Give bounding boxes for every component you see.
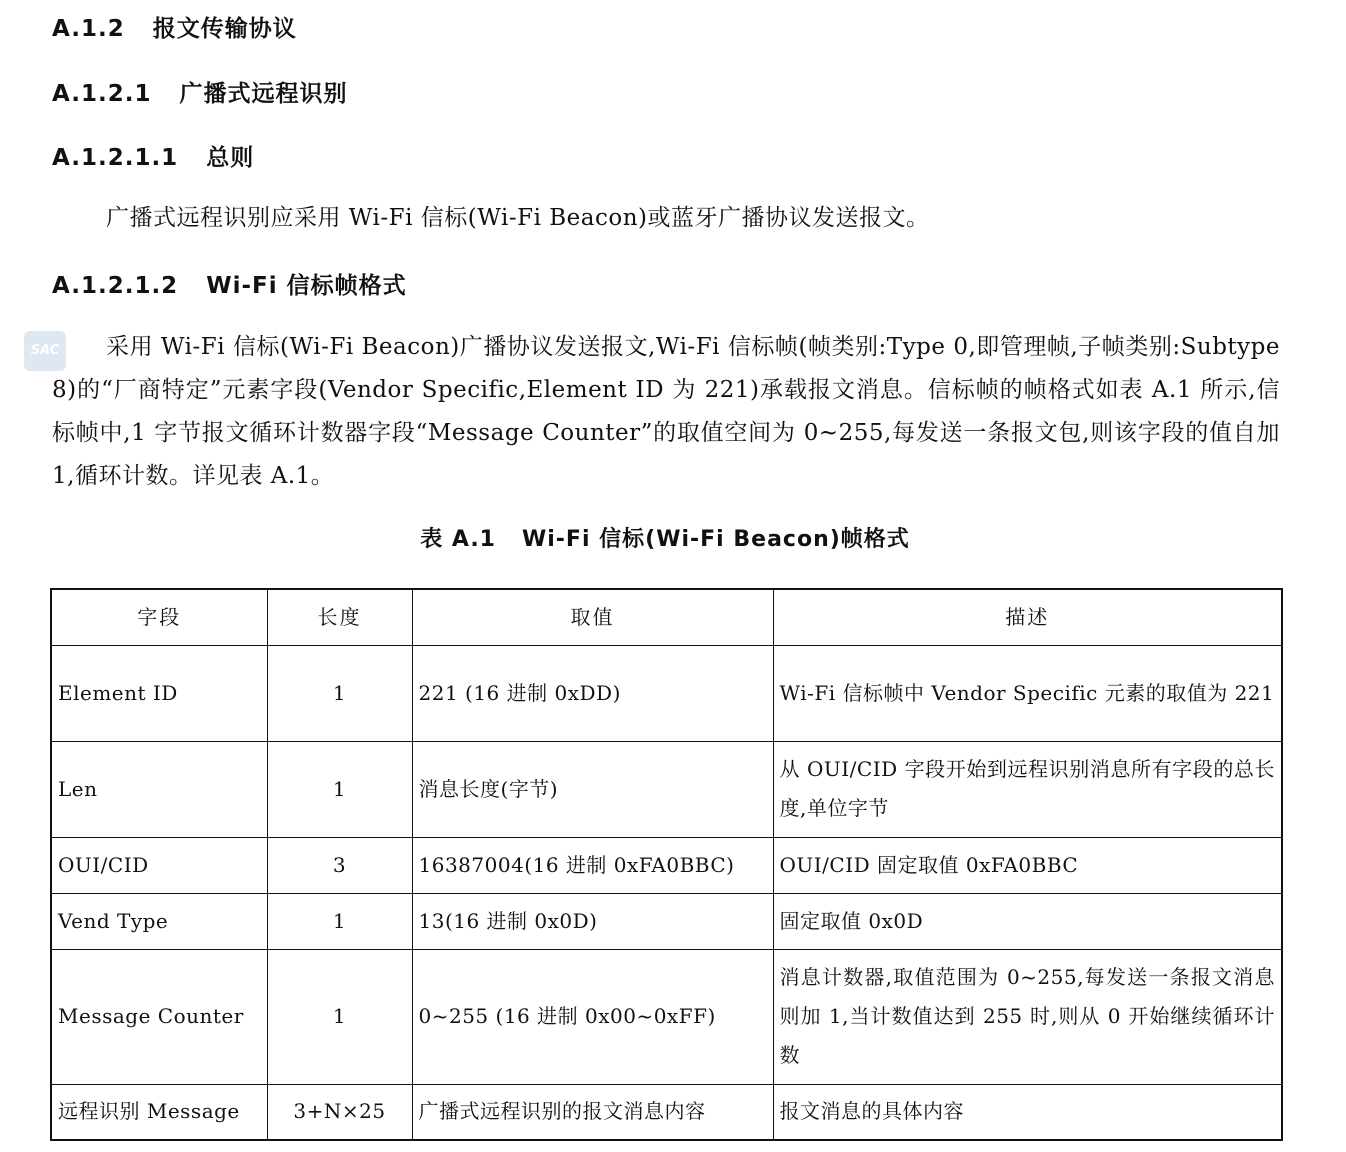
cell-field: Element ID [51,645,267,741]
sac-watermark-logo: SAC [24,331,66,371]
cell-value: 13(16 进制 0x0D) [412,893,773,949]
cell-description: 报文消息的具体内容 [773,1084,1282,1140]
heading-number: A.1.2.1 [52,81,152,107]
cell-length: 1 [267,645,412,741]
cell-length: 1 [267,949,412,1084]
cell-field: Vend Type [51,893,267,949]
heading-a-1-2 [52,10,297,43]
cell-value: 0~255 (16 进制 0x00~0xFF) [412,949,773,1084]
heading-a-1-2-1 [52,75,347,108]
heading-number: A.1.2.1.2 [52,273,179,299]
general-paragraph [52,197,1280,240]
cell-description: Wi-Fi 信标帧中 Vendor Specific 元素的取值为 221 [773,645,1282,741]
table-caption-number: 表 A.1 [420,527,496,552]
cell-description: 固定取值 0x0D [773,893,1282,949]
cell-field: Message Counter [51,949,267,1084]
cell-value: 221 (16 进制 0xDD) [412,645,773,741]
table-row [51,893,1282,949]
cell-description: 消息计数器,取值范围为 0~255,每发送一条报文消息则加 1,当计数值达到 255 时,则从 0 开始继续循环计数 [773,949,1282,1084]
cell-field: Len [51,741,267,837]
cell-field: 远程识别 Message [51,1084,267,1140]
header-value: 取值 [412,589,773,645]
table-row [51,837,1282,893]
table-row [51,1084,1282,1140]
header-length: 长度 [267,589,412,645]
table-row [51,949,1282,1084]
beacon-frame-format-table [50,588,1283,1141]
cell-length: 3+N×25 [267,1084,412,1140]
general-paragraph-text: 广播式远程识别应采用 Wi-Fi 信标(Wi-Fi Beacon)或蓝牙广播协议发送报文。 [106,205,930,231]
cell-description: 从 OUI/CID 字段开始到远程识别消息所有字段的总长度,单位字节 [773,741,1282,837]
header-field: 字段 [51,589,267,645]
heading-number: A.1.2.1.1 [52,145,179,171]
heading-title: Wi-Fi 信标帧格式 [206,273,407,299]
heading-a-1-2-1-2 [52,267,407,300]
table-caption [0,522,1330,553]
cell-value: 消息长度(字节) [412,741,773,837]
header-description: 描述 [773,589,1282,645]
cell-field: OUI/CID [51,837,267,893]
beacon-format-paragraph [52,326,1280,498]
cell-length: 1 [267,741,412,837]
cell-length: 3 [267,837,412,893]
table-row [51,741,1282,837]
table-row [51,645,1282,741]
heading-title: 广播式远程识别 [179,81,348,107]
heading-a-1-2-1-1 [52,139,254,172]
cell-value: 16387004(16 进制 0xFA0BBC) [412,837,773,893]
cell-value: 广播式远程识别的报文消息内容 [412,1084,773,1140]
heading-title: 报文传输协议 [152,16,297,42]
heading-number: A.1.2 [52,16,125,42]
table-caption-title: Wi-Fi 信标(Wi-Fi Beacon)帧格式 [521,527,910,552]
heading-title: 总则 [206,145,255,171]
cell-length: 1 [267,893,412,949]
beacon-format-paragraph-text: 采用 Wi-Fi 信标(Wi-Fi Beacon)广播协议发送报文,Wi-Fi 信标帧(帧类别:Type 0,即管理帧,子帧类别:Subtype 8)的“厂商特定”元素字段(Vendor Specific,Element ID 为 221)承载报文消息。信标帧的帧格式如表 A.1 所示,信标帧中,1 字节报文循环计数器字段“Message Counter”的取值空间为 0~255,每发送一条报文包,则该字段的值自加 1,循环计数。详见表 A.1。 [52,334,1280,489]
table-header-row [51,589,1282,645]
cell-description: OUI/CID 固定取值 0xFA0BBC [773,837,1282,893]
